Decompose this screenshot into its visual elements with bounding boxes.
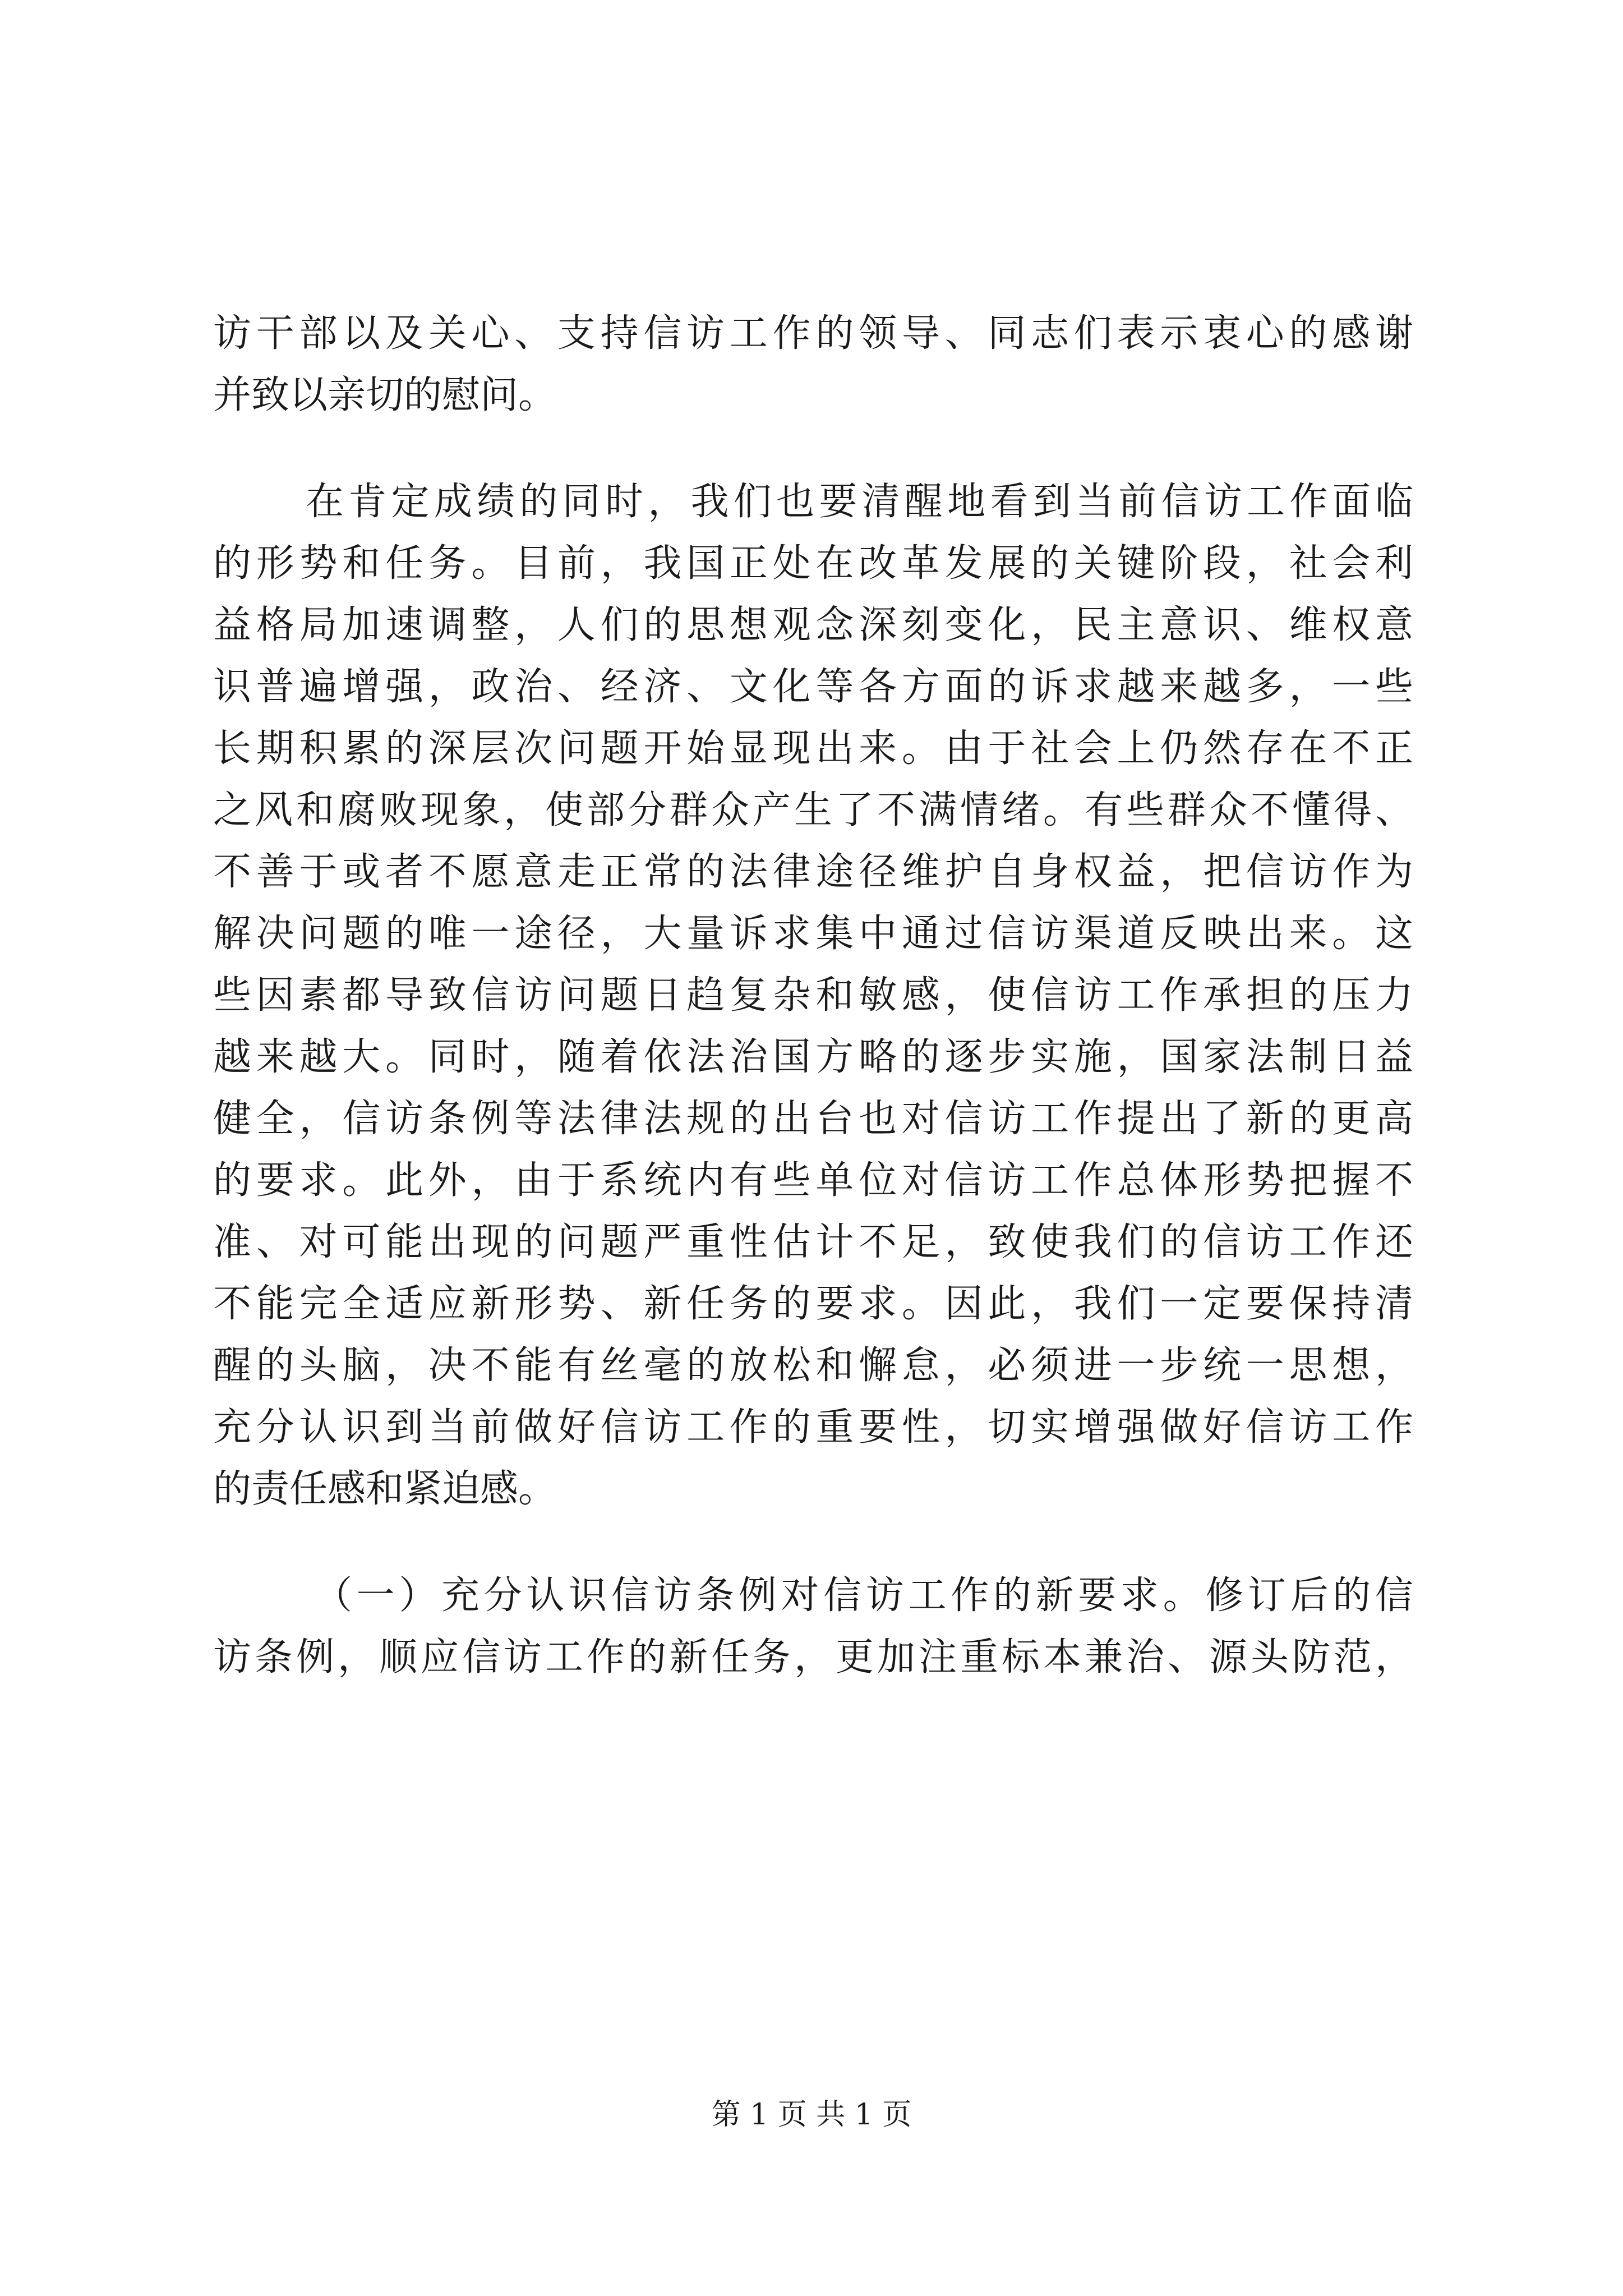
- body-line-7: 长期积累的深层次问题开始显现出来。由于社会上仍然存在不正: [213, 726, 1413, 771]
- body-line-13: 健全，信访条例等法律法规的出台也对信访工作提出了新的更高: [213, 1097, 1413, 1141]
- body-line-18: 充分认识到当前做好信访工作的重要性，切实增强做好信访工作: [213, 1405, 1413, 1450]
- body-line-14: 的要求。此外，由于系统内有些单位对信访工作总体形势把握不: [213, 1158, 1413, 1203]
- body-line-9: 不善于或者不愿意走正常的法律途径维护自身权益，把信访作为: [213, 850, 1413, 894]
- body-line-6: 识普遍增强，政治、经济、文化等各方面的诉求越来越多，一些: [213, 665, 1413, 709]
- body-line-21: 访条例，顺应信访工作的新任务，更加注重标本兼治、源头防范，: [213, 1635, 1413, 1680]
- body-line-1: 访干部以及关心、支持信访工作的领导、同志们表示衷心的感谢: [213, 311, 1413, 356]
- body-line-5: 益格局加速调整，人们的思想观念深刻变化，民主意识、维权意: [213, 603, 1413, 647]
- body-line-3: 在肯定成绩的同时，我们也要清醒地看到当前信访工作面临: [306, 480, 1413, 524]
- body-line-16: 不能完全适应新形势、新任务的要求。因此，我们一定要保持清: [213, 1282, 1413, 1326]
- section-heading-line: （一）充分认识信访条例对信访工作的新要求。修订后的信: [314, 1573, 1413, 1618]
- body-line-2: 并致以亲切的慰问。: [213, 373, 557, 417]
- page-footer: 第 1 页 共 1 页: [711, 2098, 912, 2132]
- body-line-8: 之风和腐败现象，使部分群众产生了不满情绪。有些群众不懂得、: [213, 788, 1413, 832]
- body-line-10: 解决问题的唯一途径，大量诉求集中通过信访渠道反映出来。这: [213, 912, 1413, 956]
- body-line-11: 些因素都导致信访问题日趋复杂和敏感，使信访工作承担的压力: [213, 973, 1413, 1018]
- body-line-4: 的形势和任务。目前，我国正处在改革发展的关键阶段，社会利: [213, 541, 1413, 586]
- body-line-12: 越来越大。同时，随着依法治国方略的逐步实施，国家法制日益: [213, 1035, 1413, 1079]
- body-line-19: 的责任感和紧迫感。: [213, 1467, 557, 1511]
- body-line-15: 准、对可能出现的问题严重性估计不足，致使我们的信访工作还: [213, 1220, 1413, 1264]
- body-line-17: 醒的头脑，决不能有丝毫的放松和懈怠，必须进一步统一思想，: [213, 1343, 1413, 1388]
